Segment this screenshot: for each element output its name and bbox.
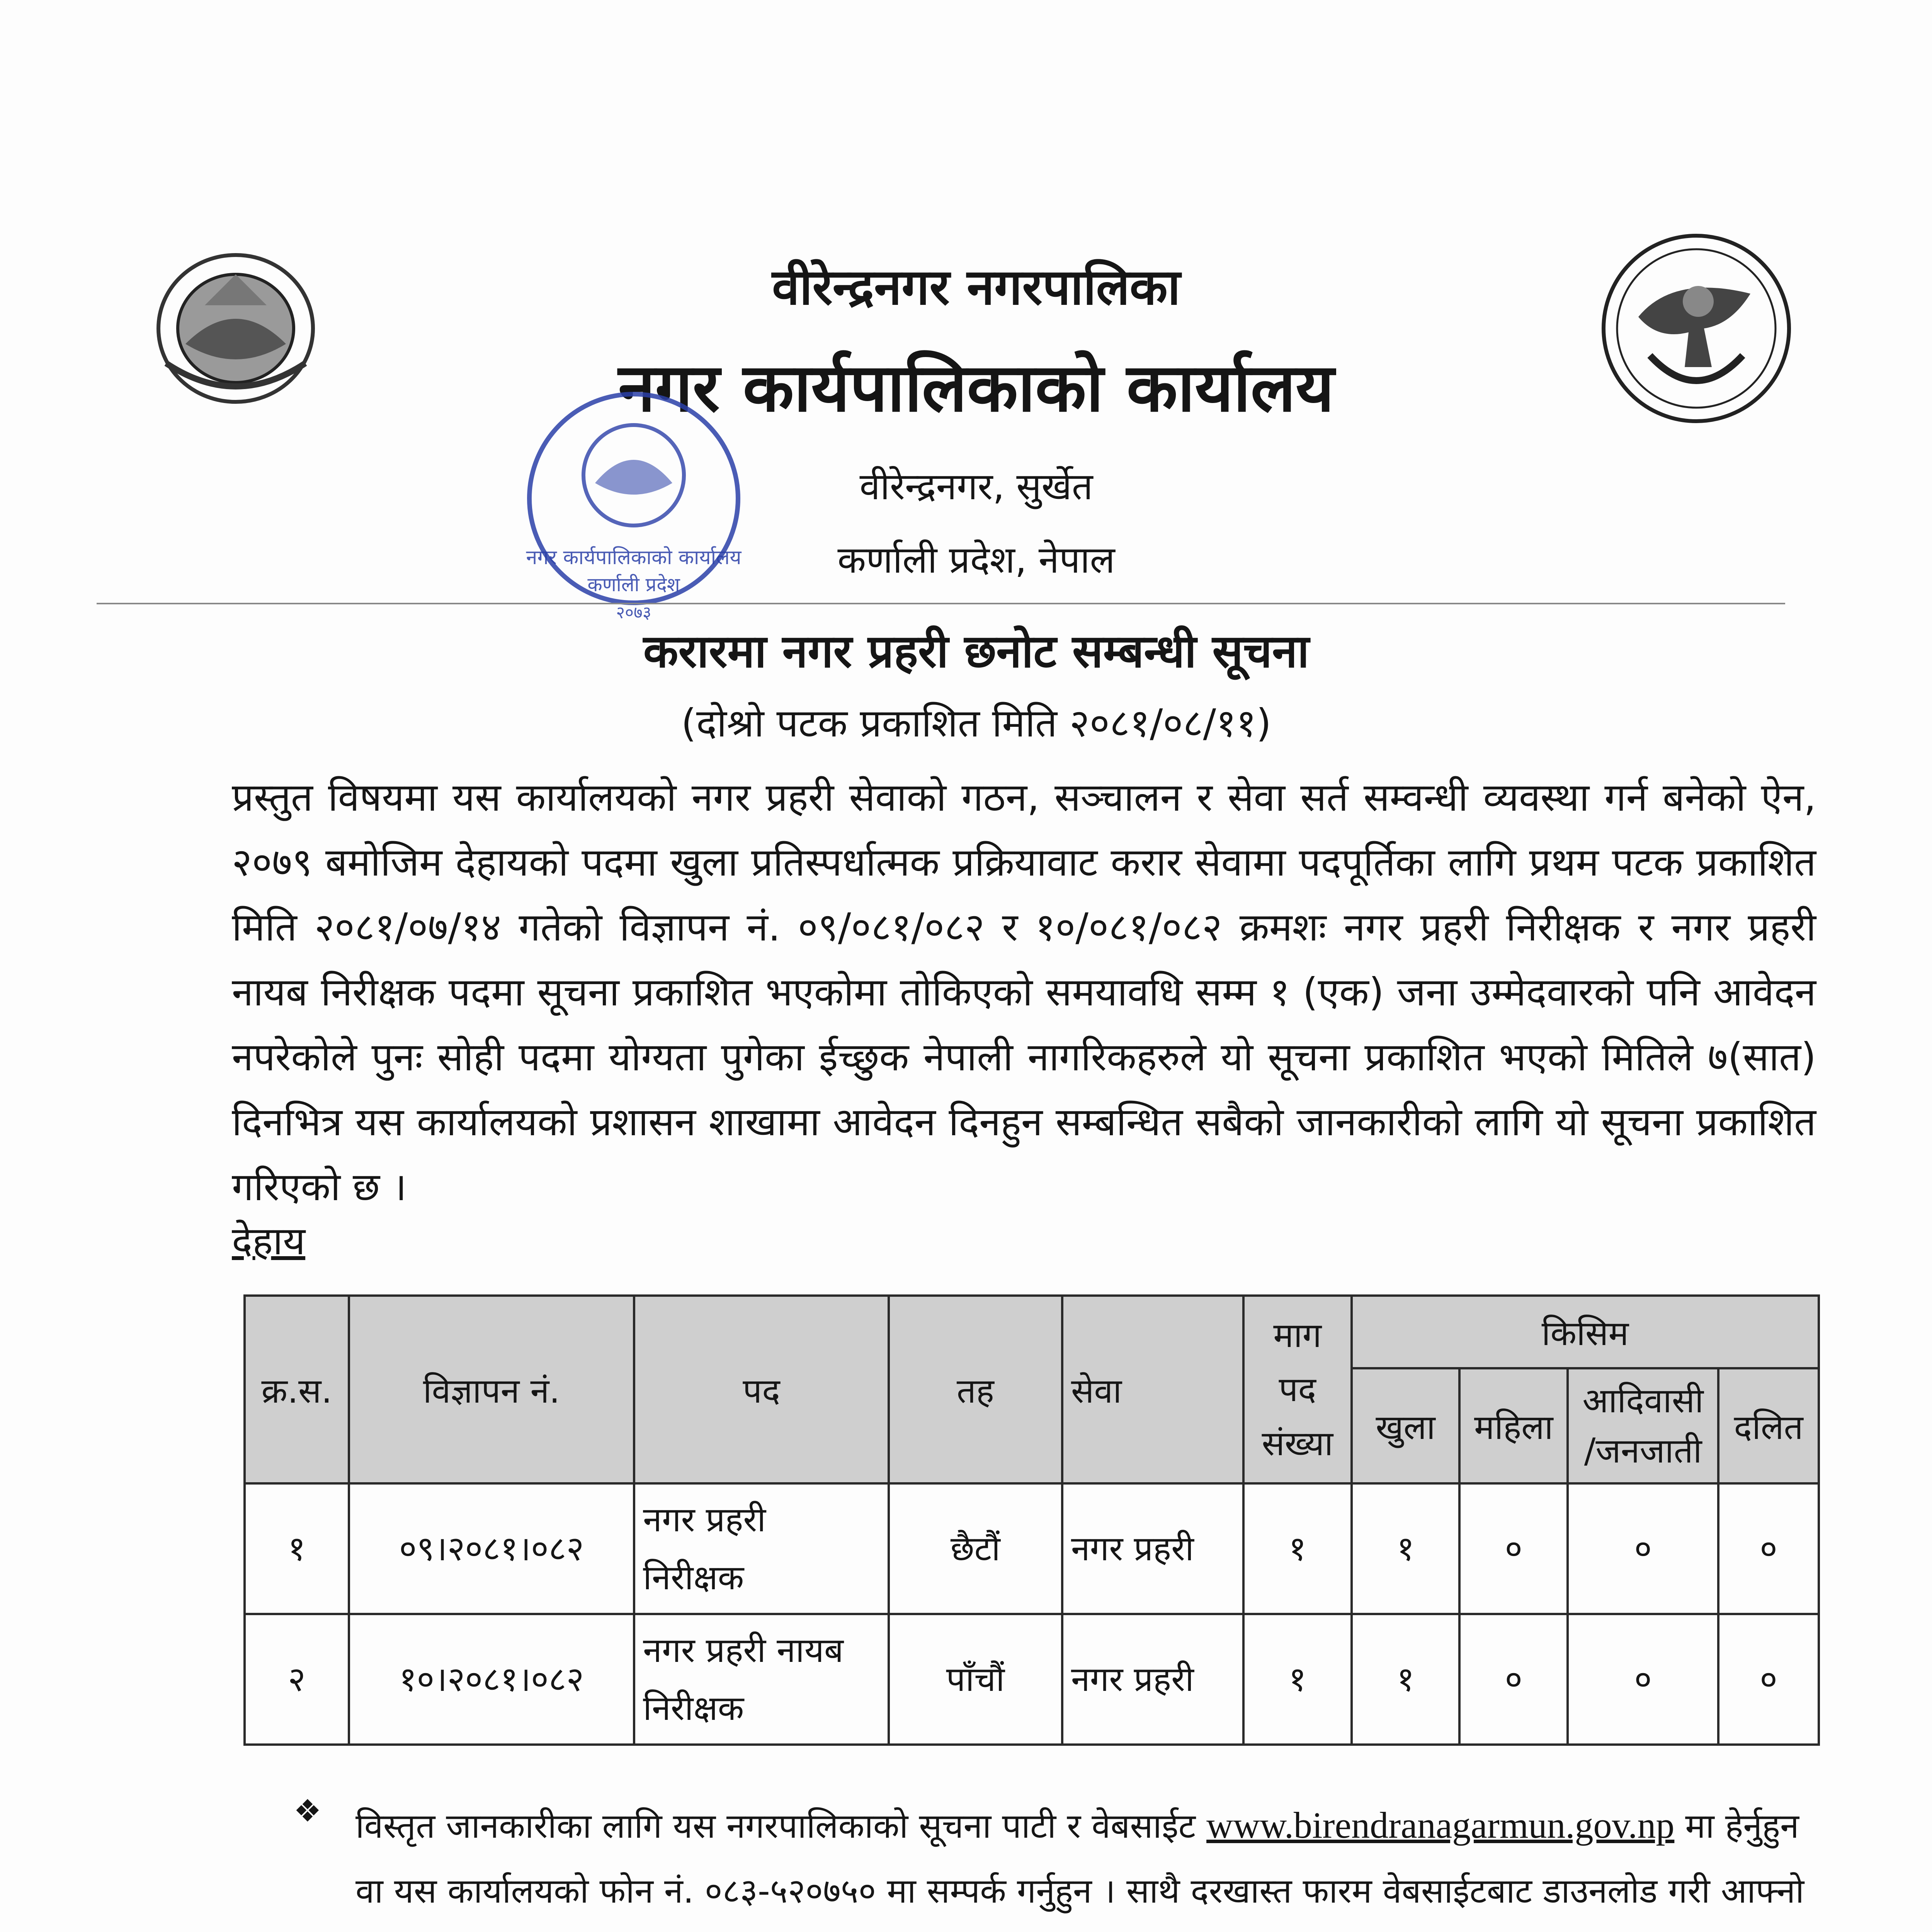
- cell-service: नगर प्रहरी: [1062, 1614, 1243, 1745]
- col-service: सेवा: [1062, 1296, 1243, 1483]
- cell-service: नगर प्रहरी: [1062, 1483, 1243, 1614]
- cell-post-line-1: नगर प्रहरी: [643, 1500, 766, 1539]
- col-adivasi-line-1: आदिवासी: [1582, 1381, 1704, 1420]
- notice-subtitle: (दोश्रो पटक प्रकाशित मिति २०८१/०८/११): [681, 701, 1272, 746]
- cell-ad-no: १०।२०८१।०८२: [349, 1614, 634, 1745]
- svg-text:२०७३: २०७३: [616, 603, 651, 622]
- province-line: कर्णाली प्रदेश, नेपाल: [837, 538, 1115, 582]
- cell-sn: १: [245, 1483, 349, 1614]
- cell-level: छैटौं: [889, 1483, 1062, 1614]
- cell-demand: १: [1243, 1614, 1352, 1745]
- col-demand-line-1: माग: [1273, 1315, 1322, 1355]
- notice-title: करारमा नगर प्रहरी छनोट सम्बन्धी सूचना: [643, 624, 1310, 678]
- city-line: वीरेन्द्रनगर, सुर्खेत: [859, 465, 1093, 508]
- office-seal-stamp: [498, 383, 769, 634]
- cell-dalit: ०: [1718, 1483, 1819, 1614]
- cell-level: पाँचौं: [889, 1614, 1062, 1745]
- cell-post: [634, 1614, 889, 1745]
- col-post: पद: [634, 1296, 889, 1483]
- col-adivasi: [1568, 1368, 1718, 1483]
- cell-adivasi: ०: [1568, 1483, 1718, 1614]
- cell-open: १: [1352, 1614, 1460, 1745]
- cell-post-line-2: निरीक्षक: [643, 1558, 744, 1597]
- col-women: महिला: [1459, 1368, 1568, 1483]
- office-name: नगर कार्यपालिकाको कार्यालय: [618, 349, 1334, 427]
- info-note: [355, 1793, 1824, 1932]
- cell-women: ०: [1459, 1483, 1568, 1614]
- cell-post-line-1: नगर प्रहरी नायब: [643, 1630, 844, 1670]
- col-level: तह: [889, 1296, 1062, 1483]
- col-demand-line-2: पद: [1279, 1369, 1316, 1409]
- cell-open: १: [1352, 1483, 1460, 1614]
- posts-table: [243, 1294, 1820, 1746]
- col-open: खुला: [1352, 1368, 1460, 1483]
- cell-dalit: ०: [1718, 1614, 1819, 1745]
- cell-demand: १: [1243, 1483, 1352, 1614]
- table-row: [245, 1614, 1819, 1745]
- svg-text:कर्णाली प्रदेश: कर्णाली प्रदेश: [587, 573, 680, 596]
- col-dalit: दलित: [1718, 1368, 1819, 1483]
- col-kisim: किसिम: [1352, 1296, 1819, 1368]
- header-divider: [97, 603, 1785, 604]
- col-adivasi-line-2: /जनजाती: [1584, 1431, 1702, 1471]
- col-demand: [1243, 1296, 1352, 1483]
- municipality-name: वीरेन्द्रनगर नगरपालिका: [772, 259, 1180, 316]
- website-link[interactable]: www.birendranagarmun.gov.np: [1206, 1804, 1675, 1846]
- cell-women: ०: [1459, 1614, 1568, 1745]
- cell-post: [634, 1483, 889, 1614]
- info-text-before: विस्तृत जानकारीका लागि यस नगरपालिकाको सूचना पाटी र वेबसाईट: [355, 1806, 1207, 1846]
- cell-sn: २: [245, 1614, 349, 1745]
- bullet-icon: ❖: [294, 1793, 321, 1829]
- col-demand-line-3: संख्या: [1262, 1423, 1333, 1463]
- cell-ad-no: ०९।२०८१।०८२: [349, 1483, 634, 1614]
- table-header-row: [245, 1296, 1819, 1368]
- notice-body: प्रस्तुत विषयमा यस कार्यालयको नगर प्रहरी सेवाको गठन, सञ्चालन र सेवा सर्त सम्वन्धी व्यवस्था गर्न बनेको ऐन, २०७९ बमोजिम देहायको पदमा खुला प्रतिस्पर्धात्मक प्रक्रियावाट करार सेवामा पदपूर्तिका लागि प्रथम पटक प्रकाशित मिति २०८१/०७/१४ गतेको विज्ञापन नं. ०९/०८१/०८२ र १०/०८१/०८२ क्रमशः नगर प्रहरी निरीक्षक र नगर प्रहरी नायब निरीक्षक पदमा सूचना प्रकाशित भएकोमा तोकिएको समयावधि सम्म १ (एक) जना उम्मेदवारको पनि आवेदन नपरेकोले पुनः सोही पदमा योग्यता पुगेका ईच्छुक नेपाली नागरिकहरुले यो सूचना प्रकाशित भएको मितिले ७(सात) दिनभित्र यस कार्यालयको प्रशासन शाखामा आवेदन दिनहुन सम्बन्धित सबैको जानकारीको लागि यो सूचना प्रकाशित गरिएको छ ।: [232, 775, 1816, 1209]
- cell-post-line-2: निरीक्षक: [643, 1688, 744, 1728]
- info-text-after: मा हेर्नुहुन वा यस कार्यालयको फोन नं. ०८३-५२०७५० मा सम्पर्क गर्नुहुन । साथै दरखास्त फारम वेबसाईटबाट डाउनलोड गरी आफ्नो: [355, 1806, 1804, 1911]
- dehay-heading: देहाय: [232, 1218, 306, 1264]
- table-row: [245, 1483, 1819, 1614]
- svg-text:नगर कार्यपालिकाको कार्यालय: नगर कार्यपालिकाको कार्यालय: [526, 546, 742, 569]
- col-ad-no: विज्ञापन नं.: [349, 1296, 634, 1483]
- col-sn: क्र.स.: [245, 1296, 349, 1483]
- cell-adivasi: ०: [1568, 1614, 1718, 1745]
